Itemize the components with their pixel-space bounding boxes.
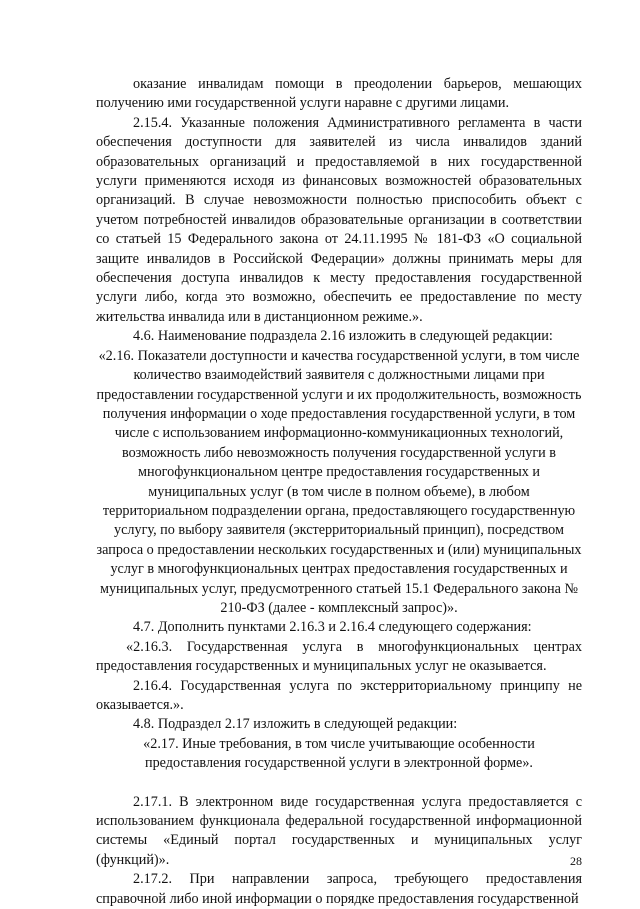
page-number: 28: [570, 854, 582, 868]
paragraph-6: «2.16.3. Государственная услуга в многофункциональных центрах предоставления государственных и муниципальных услуг не оказывается.: [96, 638, 582, 675]
paragraph-10: 2.17.1. В электронном виде государственная услуга предоставляется с использованием функционала федеральной государственной информационной системы «Единый портал государственных и муниципальных услуг (функций)».: [96, 793, 582, 868]
paragraph-8: 4.8. Подраздел 2.17 изложить в следующей редакции:: [133, 716, 458, 733]
paragraph-1: оказание инвалидам помощи в преодолении барьеров, мешающих получению ими государственной услуги наравне с другими лицами.: [96, 76, 582, 112]
paragraph-2: 2.15.4. Указанные положения Административного регламента в части обеспечения доступности для заявителей из числа инвалидов зданий образовательных организаций и предоставляемой в них государственной услуги применяются исходя из финансовых возможностей образовательных организаций. В случае невозможности полностью приспособить объект с учетом потребностей инвалидов образовательные организации в соответствии со статьей 15 Федерального закона от 24.11.1995 № 181-ФЗ «О социальной защите инвалидов в Российской Федерации» должны принимать меры для обеспечения доступа инвалидов к месту предоставления государственной услуги либо, когда это возможно, обеспечить ее предоставление по месту жительства инвалида или в дистанционном режиме.».: [96, 114, 582, 325]
paragraph-9: «2.17. Иные требования, в том числе учитывающие особенности предоставления государственной услуги в электронной форме».: [143, 735, 535, 772]
document-body: [96, 75, 582, 909]
paragraph-3: 4.6. Наименование подраздела 2.16 изложить в следующей редакции:: [133, 328, 553, 345]
paragraph-11: 2.17.2. При направлении запроса, требующего предоставления справочной либо иной информации о порядке предоставления государственной: [96, 871, 582, 907]
paragraph-7: 2.16.4. Государственная услуга по экстерриториальному принципу не оказывается.».: [96, 677, 582, 713]
paragraph-gap: [96, 774, 582, 793]
paragraph-5: 4.7. Дополнить пунктами 2.16.3 и 2.16.4 следующего содержания:: [133, 619, 532, 636]
paragraph-4: «2.16. Показатели доступности и качества государственной услуги, в том числе количество взаимодействий заявителя с должностными лицами при предоставлении государственной услуги и их продолжительность, возможность получения информации о ходе предоставления государственной услуги, в том числе с использованием информационно-коммуникационных технологий, возможность либо невозможность получения государственной услуги в многофункциональном центре предоставления государственных и муниципальных услуг (в том числе в полном объеме), в любом территориальном подразделении органа, предоставляющего государственную услугу, по выбору заявителя (экстерриториальный принцип), посредством запроса о предоставлении нескольких государственных и (или) муниципальных услуг в многофункциональных центрах предоставления государственных и муниципальных услуг, предусмотренного статьей 15.1 Федерального закона № 210-ФЗ (далее - комплексный запрос)».: [96, 347, 582, 616]
